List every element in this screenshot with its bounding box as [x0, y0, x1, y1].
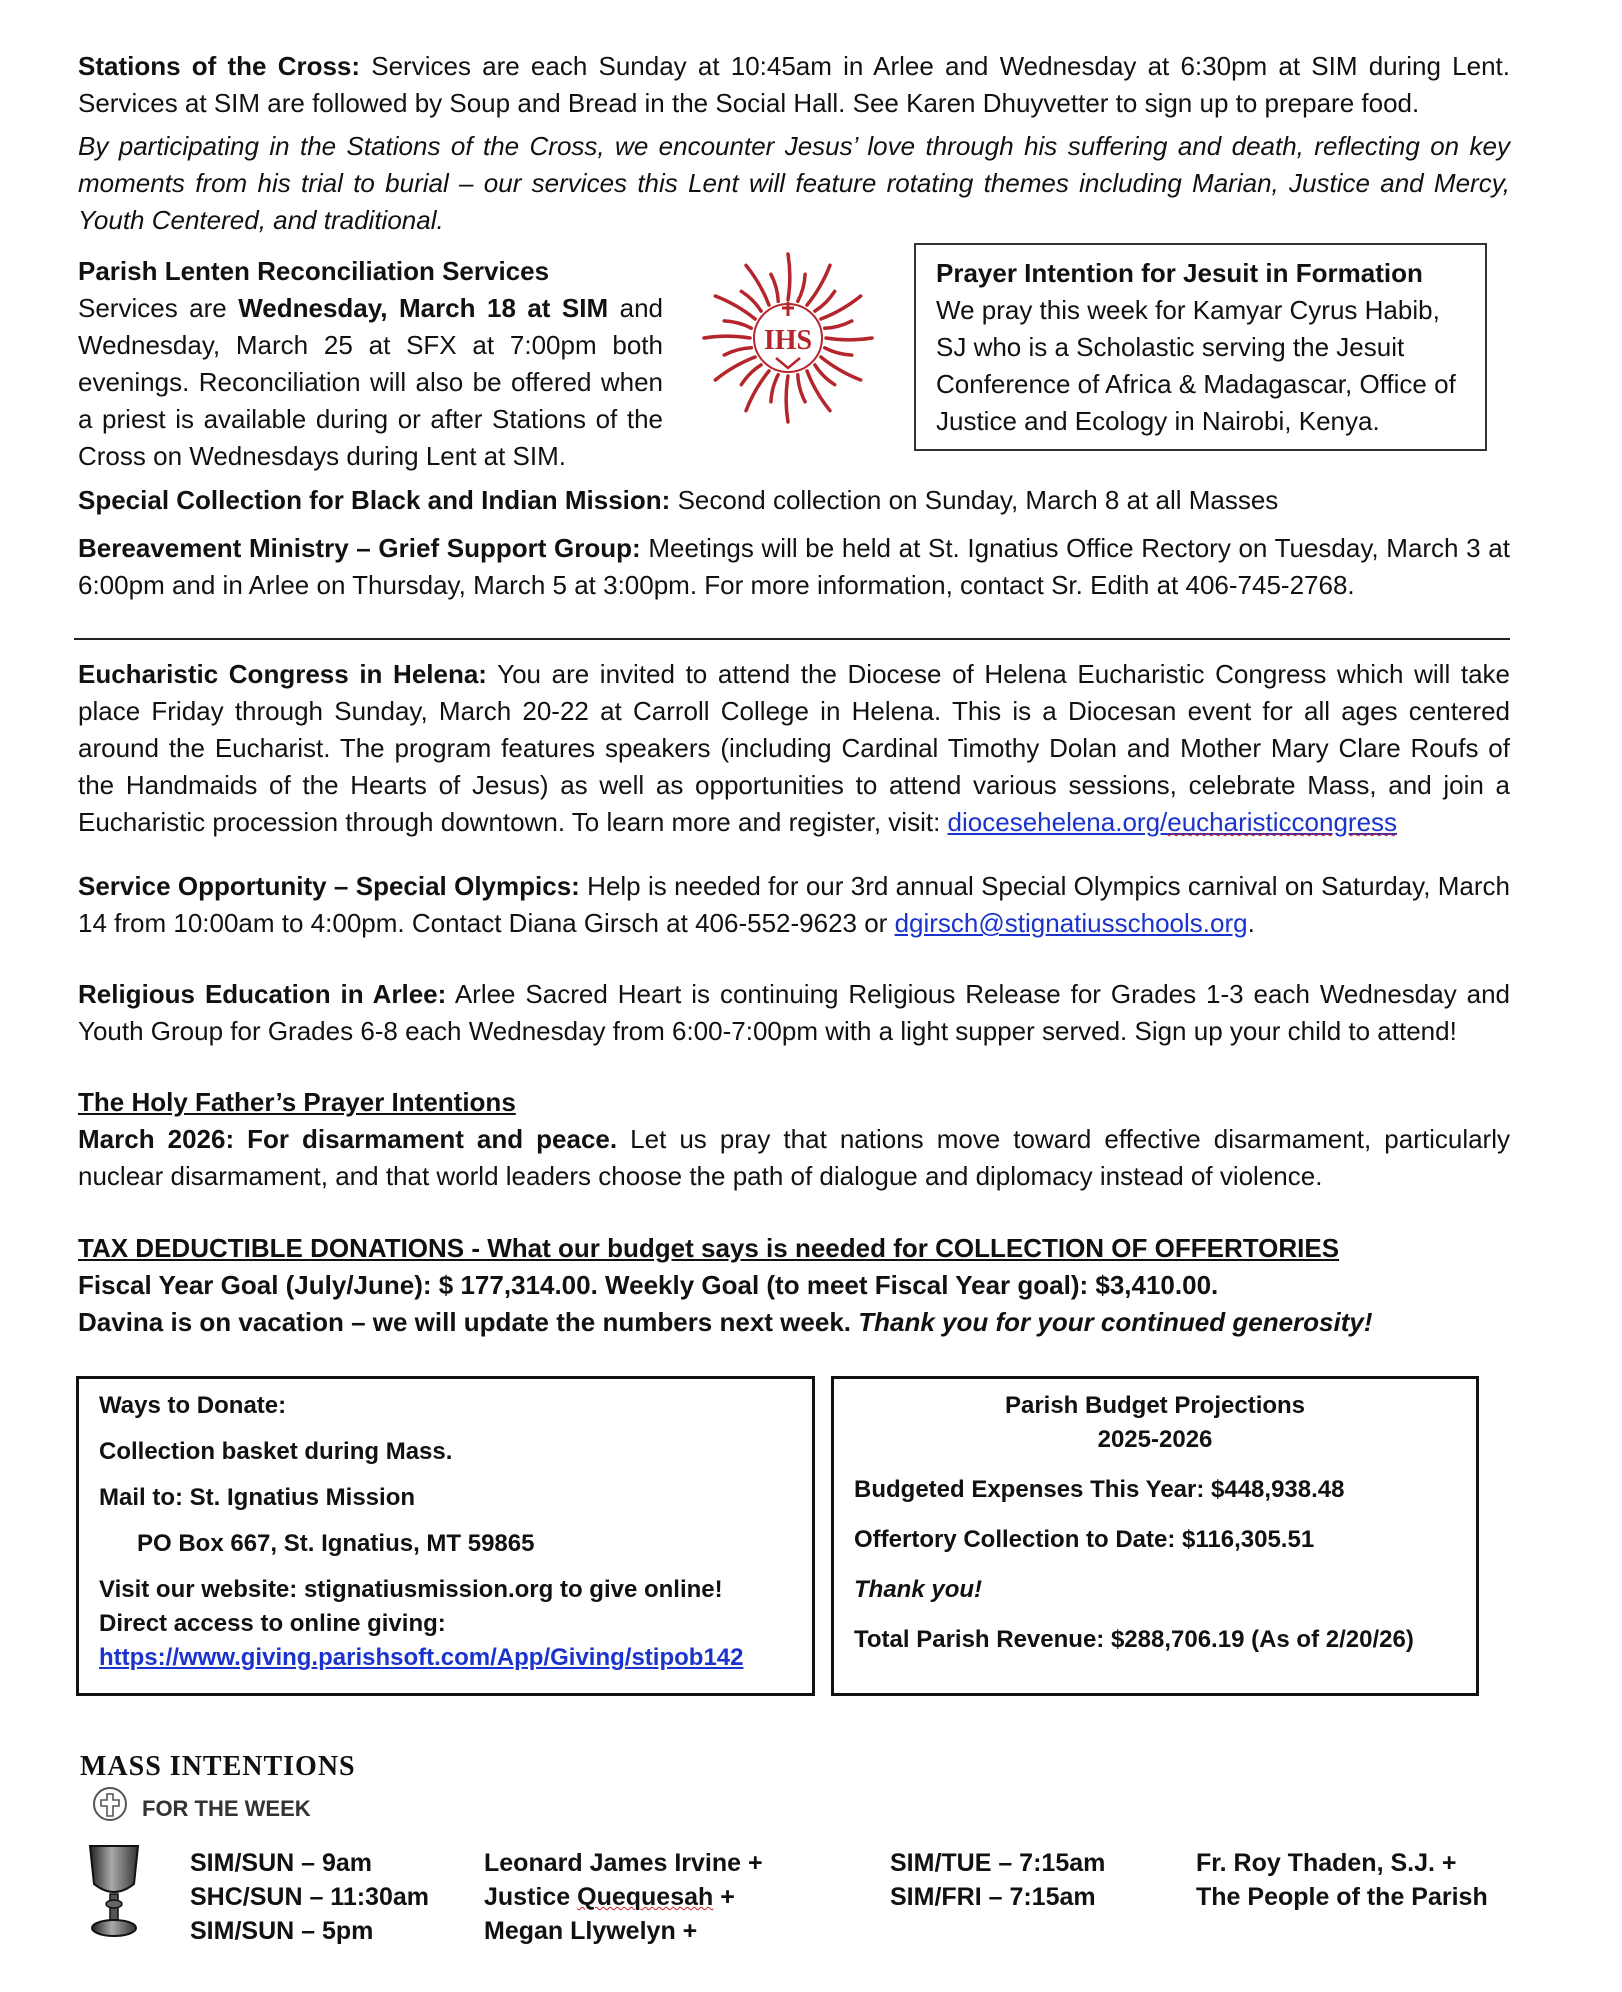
mass-time-4: SIM/TUE – 7:15am	[890, 1849, 1106, 1877]
congress-text: You are invited to attend the Diocese of Helena Eucharistic Congress which will take place Friday through Sunday, March 20-22 at Carroll College in Helena. This is a Diocesan event for all ages centered around the Eucharist. The program features speakers (including Cardinal Timothy Dolan and Mother Mary Clare Roufs of the Handmaids of the Hearts of Jesus) as well as opportunities to attend various sessions, celebrate Mass, and join a Eucharistic procession through downtown. To learn more and register, visit:	[78, 659, 1510, 837]
sunburst-ray	[815, 365, 835, 385]
reconciliation-section	[78, 253, 663, 475]
sunburst-ray	[771, 375, 778, 402]
reconciliation-text-a: Services are	[78, 293, 227, 323]
sunburst-ray	[724, 348, 751, 355]
stations-heading: Stations of the Cross:	[78, 51, 361, 81]
mass-intention-2-prefix: Justice	[484, 1883, 571, 1911]
holy-father-section	[78, 1084, 1510, 1195]
mass-intention-2-name: Quequesah	[577, 1883, 714, 1911]
mass-intention-1: Leonard James Irvine +	[484, 1849, 763, 1877]
ihs-sunburst-icon	[700, 250, 876, 426]
sunburst-ray	[786, 376, 788, 422]
stations-text: Services are each Sunday at 10:45am in Arlee and Wednesday at 6:30pm at SIM during Lent. Services at SIM are followed by Soup and Bread in the Social Hall. See Karen Dhuyvetter to sign up to prepare food.	[78, 51, 1510, 118]
reconciliation-text-b: and Wednesday, March 25 at SFX at 7:00pm both evenings. Reconciliation will also be offered when a priest is available during or after Stations of the Cross on Wednesdays during Lent at SIM.	[78, 293, 663, 471]
jesuit-prayer-box	[914, 243, 1487, 451]
congress-heading: Eucharistic Congress in Helena:	[78, 659, 487, 689]
congress-link-domain[interactable]: diocesehelena.org/	[947, 807, 1168, 837]
sunburst-ray	[741, 291, 761, 311]
religious-ed-section	[78, 976, 1510, 1050]
reconciliation-heading: Parish Lenten Reconciliation Services	[78, 256, 550, 286]
sunburst-ray	[771, 274, 778, 301]
mass-title: MASS INTENTIONS	[80, 1751, 356, 1782]
ihs-letters: IHS	[763, 325, 813, 356]
bereavement-heading: Bereavement Ministry – Grief Support Group:	[78, 533, 641, 563]
budget-thanks: Thank you!	[854, 1576, 983, 1603]
sunburst-ray	[704, 336, 750, 338]
sunburst-ray	[788, 254, 790, 300]
olympics-email-link[interactable]: dgirsch@stignatiusschools.org	[894, 908, 1248, 938]
mass-time-1: SIM/SUN – 9am	[190, 1849, 373, 1877]
donate-box	[76, 1376, 815, 1696]
mass-subtitle: FOR THE WEEK	[142, 1796, 311, 1821]
holy-father-heading: The Holy Father’s Prayer Intentions	[78, 1087, 516, 1117]
congress-link-path[interactable]: eucharisticcongress	[1167, 807, 1398, 837]
giving-link[interactable]: https://www.giving.parishsoft.com/App/Giving/stipob142	[99, 1644, 744, 1671]
donate-address: PO Box 667, St. Ignatius, MT 59865	[137, 1530, 535, 1557]
bereavement-text: Meetings will be held at St. Ignatius Office Rectory on Tuesday, March 3 at 6:00pm and in Arlee on Thursday, March 5 at 3:00pm. For more information, contact Sr. Edith at 406-745-2768.	[78, 533, 1510, 600]
sunburst-ray	[825, 348, 852, 355]
special-collection-text: Second collection on Sunday, March 8 at all Masses	[677, 485, 1279, 515]
chalice-icon	[84, 1840, 144, 1940]
donate-direct: Direct access to online giving:	[99, 1610, 446, 1637]
congress-section	[78, 656, 1510, 841]
cross-icon	[92, 1786, 128, 1822]
mass-intention-4: Fr. Roy Thaden, S.J. +	[1196, 1849, 1457, 1877]
mass-intention-2-suffix: +	[713, 1883, 735, 1911]
tax-section	[78, 1230, 1510, 1341]
sunburst-ray	[798, 274, 805, 301]
mass-intention-5: The People of the Parish	[1196, 1883, 1488, 1911]
olympics-section	[78, 868, 1510, 942]
ihs-emblem	[700, 250, 876, 426]
tax-line2-italic: Thank you for your continued generosity!	[858, 1307, 1373, 1337]
sunburst-ray	[724, 321, 751, 328]
olympics-heading: Service Opportunity – Special Olympics:	[78, 871, 580, 901]
mass-time-5: SIM/FRI – 7:15am	[890, 1883, 1096, 1911]
mass-time-2: SHC/SUN – 11:30am	[190, 1883, 430, 1911]
sunburst-ray	[815, 291, 835, 311]
budget-offertory: Offertory Collection to Date: $116,305.51	[854, 1526, 1315, 1553]
religious-ed-text: Arlee Sacred Heart is continuing Religious Release for Grades 1-3 each Wednesday and Youth Group for Grades 6-8 each Wednesday from 6:00-7:00pm with a light supper served. Sign up your child to attend!	[78, 979, 1510, 1046]
religious-ed-heading: Religious Education in Arlee:	[78, 979, 447, 1009]
budget-expenses: Budgeted Expenses This Year: $448,938.48	[854, 1476, 1345, 1503]
mass-time-3: SIM/SUN – 5pm	[190, 1917, 374, 1945]
stations-italic: By participating in the Stations of the Cross, we encounter Jesus’ love through his suffering and death, reflecting on key moments from his trial to burial – our services this Lent will feature rotating themes including Marian, Justice and Mercy, Youth Centered, and traditional.	[78, 131, 1510, 235]
section-divider	[74, 638, 1510, 640]
donate-mail: Mail to: St. Ignatius Mission	[99, 1484, 416, 1511]
special-collection-heading: Special Collection for Black and Indian Mission:	[78, 485, 671, 515]
jesuit-prayer-heading: Prayer Intention for Jesuit in Formation	[936, 258, 1423, 288]
holy-father-bold: March 2026: For disarmament and peace.	[78, 1124, 618, 1154]
tax-heading: TAX DEDUCTIBLE DONATIONS - What our budget says is needed for COLLECTION OF OFFERTORIES	[78, 1233, 1340, 1263]
olympics-text: Help is needed for our 3rd annual Special Olympics carnival on Saturday, March 14 from 10:00am to 4:00pm. Contact Diana Girsch at 406-552-9623 or	[78, 871, 1511, 938]
olympics-period: .	[1247, 908, 1255, 938]
sunburst-ray	[741, 365, 761, 385]
congress-link[interactable]	[948, 807, 1398, 837]
sunburst-ray	[826, 338, 872, 340]
special-collection	[78, 482, 1510, 519]
jesuit-prayer-text: We pray this week for Kamyar Cyrus Habib, SJ who is a Scholastic serving the Jesuit Conference of Africa & Madagascar, Office of Justice and Ecology in Nairobi, Kenya.	[936, 295, 1456, 436]
budget-revenue: Total Parish Revenue: $288,706.19 (As of 2/20/26)	[854, 1626, 1414, 1653]
donate-website: Visit our website: stignatiusmission.org to give online!	[99, 1576, 723, 1603]
sunburst-ray	[798, 375, 805, 402]
budget-title: Parish Budget Projections	[1004, 1392, 1306, 1419]
mass-intention-2	[484, 1880, 735, 1914]
budget-year: 2025-2026	[1097, 1426, 1213, 1453]
bereavement-section	[78, 530, 1510, 604]
tax-line2: Davina is on vacation – we will update the numbers next week.	[78, 1307, 852, 1337]
tax-line1: Fiscal Year Goal (July/June): $ 177,314.00. Weekly Goal (to meet Fiscal Year goal): $3,410.00.	[78, 1270, 1219, 1300]
stations-section	[78, 48, 1510, 239]
mass-intention-3: Megan Llywelyn +	[484, 1917, 698, 1945]
donate-basket: Collection basket during Mass.	[99, 1438, 453, 1465]
reconciliation-date: Wednesday, March 18 at SIM	[238, 293, 609, 323]
donate-title: Ways to Donate:	[99, 1392, 287, 1419]
budget-box	[831, 1376, 1479, 1696]
sunburst-ray	[825, 321, 852, 328]
holy-father-text: Let us pray that nations move toward effective disarmament, particularly nuclear disarmament, and that world leaders choose the path of dialogue and diplomacy instead of violence.	[78, 1124, 1510, 1191]
